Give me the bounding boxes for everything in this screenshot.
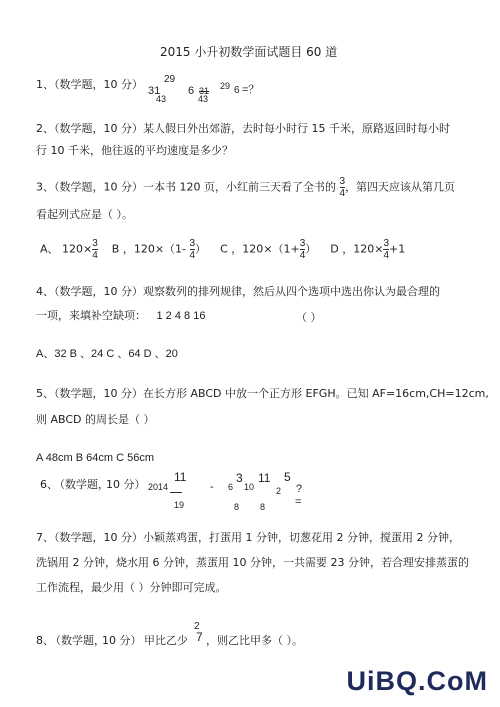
- question-number: 5、: [36, 387, 54, 400]
- expr-a-den: 43: [156, 94, 167, 104]
- expr-d-num: 5: [284, 470, 291, 484]
- expr-b-den: 43: [198, 94, 209, 104]
- expr-c-num: 11: [258, 471, 271, 485]
- expr-c-den: 8: [260, 502, 266, 512]
- expr-b: 6: [228, 482, 234, 492]
- question-score: 10 分）: [103, 387, 143, 400]
- question-text-cont: ，则乙比甲多（ ）。: [206, 634, 303, 647]
- question-6: [40, 470, 360, 516]
- sequence: 1 2 4 8 16: [156, 310, 206, 322]
- expr-a-num: 29: [164, 74, 176, 85]
- expr-d: 2: [276, 486, 282, 496]
- option-a: A、 120×: [40, 242, 93, 256]
- question-score: 10 分）: [103, 180, 143, 194]
- question-text: 在长方形 ABCD 中放一个正方形 EFGH。已知 AF=16cm,CH=12cm,: [143, 387, 489, 400]
- question-score: 10 分）: [103, 78, 143, 91]
- question-mark: ?: [296, 483, 303, 495]
- option-d: D ，120×: [330, 242, 384, 256]
- expr-b-den: 8: [234, 502, 240, 512]
- question-score: 10 分）: [106, 478, 146, 491]
- question-3-line-2: 看起列式应是（ ）。: [36, 208, 133, 221]
- question-3-options: [40, 238, 405, 261]
- question-text: 一本书 120 页，小红前三天看了全书的: [143, 180, 336, 194]
- option-d-end: +1: [389, 242, 406, 256]
- question-text: 一项，来填补空缺项：: [36, 309, 146, 322]
- question-7-line-2: 洗锅用 2 分钟，烧水用 6 分钟，蒸蛋用 10 分钟，一共需要 23 分钟，若合理安排蒸蛋的: [36, 556, 469, 569]
- question-4-options: A、32 B 、24 C 、64 D 、20: [36, 348, 178, 360]
- question-score: 10 分）: [102, 634, 142, 647]
- question-number: 2、: [36, 122, 54, 135]
- question-5: [36, 387, 489, 401]
- fraction: $\frac{3}{4}$: [339, 176, 346, 199]
- watermark-logo: UiBQ.CoM: [346, 666, 488, 696]
- question-text: 某人假日外出郊游，去时每小时行 15 千米，原路返回时每小时: [143, 122, 450, 135]
- question-tag: （数学题，: [54, 531, 104, 544]
- option-b-end: ）: [195, 242, 207, 256]
- option-b: B ，120×（1-: [111, 242, 190, 256]
- question-7-line-3: 工作流程，最少用（ ）分钟即可完成。: [36, 581, 227, 594]
- question-number: 4、: [36, 285, 54, 298]
- question-text-cont: ，第四天应该从第几页: [345, 180, 456, 194]
- question-5-line-2: 则 ABCD 的周长是（ ）: [36, 413, 155, 426]
- question-text: 小颖蒸鸡蛋，打蛋用 1 分钟，切葱花用 2 分钟，搅蛋用 2 分钟，: [143, 531, 460, 544]
- question-tag: （数学题，: [54, 78, 104, 91]
- fraction-den: 7: [196, 630, 203, 644]
- question-score: 10 分）: [103, 531, 143, 544]
- question-2: [36, 122, 450, 136]
- question-number: 7、: [36, 531, 54, 544]
- fraction-num: 2: [194, 621, 200, 632]
- question-5-options: A 48cm B 64cm C 56cm: [36, 452, 154, 464]
- question-4: [36, 285, 440, 299]
- question-number: 6、: [40, 478, 58, 491]
- expr-b-mid: 10: [244, 482, 255, 492]
- question-tag: （数学题，: [54, 478, 109, 491]
- expr-num: 11: [174, 470, 187, 484]
- question-tag: （数学题，: [54, 285, 104, 298]
- equals: =: [295, 496, 302, 508]
- question-number: 3、: [36, 180, 54, 194]
- expr-b-num: 3: [236, 471, 243, 485]
- question-text: 甲比乙少: [144, 634, 188, 647]
- option-a-fraction: $\frac{3}{4}$: [92, 238, 98, 261]
- expr-whole: 2014: [148, 482, 169, 492]
- question-number: 8、: [36, 634, 54, 647]
- question-tag: （数学题，: [54, 387, 104, 400]
- expr-b: 6: [188, 85, 195, 97]
- question-tag: （数学题，: [54, 122, 104, 135]
- question-tag: （数学题，: [54, 180, 104, 194]
- option-c-end: ）: [305, 242, 317, 256]
- question-score: 10 分）: [103, 122, 143, 135]
- expr-tail: =？: [242, 84, 260, 96]
- question-4-line-2: [36, 309, 205, 323]
- expr-a: 31: [148, 85, 161, 97]
- expr-c-num: 29: [220, 81, 231, 91]
- question-tag: （数学题，: [50, 634, 105, 647]
- question-text: 观察数列的排列规律，然后从四个选项中选出你认为最合理的: [143, 285, 440, 298]
- question-1: [36, 74, 260, 108]
- option-c-fraction: $\frac{3}{4}$: [299, 238, 306, 261]
- answer-blank: （ ）: [296, 311, 322, 324]
- page-title: 2015 小升初数学面试题目 60 道: [160, 45, 338, 59]
- expr-b-num: 31: [199, 86, 210, 96]
- question-number: 1、: [36, 78, 54, 91]
- expr-den: 19: [174, 500, 185, 510]
- option-d-fraction: $\frac{3}{4}$: [383, 238, 390, 261]
- question-score: 10 分）: [103, 285, 143, 298]
- question-7: [36, 531, 460, 545]
- question-2-line-2: 行 10 千米，他往返的平均速度是多少？: [36, 144, 233, 157]
- question-3: [36, 176, 455, 199]
- option-b-fraction: $\frac{3}{4}$: [189, 238, 196, 261]
- minus: -: [210, 481, 214, 493]
- expr-c: 6: [234, 85, 240, 96]
- fraction-bar: [170, 492, 182, 493]
- option-c: C ，120×（1+: [220, 242, 300, 256]
